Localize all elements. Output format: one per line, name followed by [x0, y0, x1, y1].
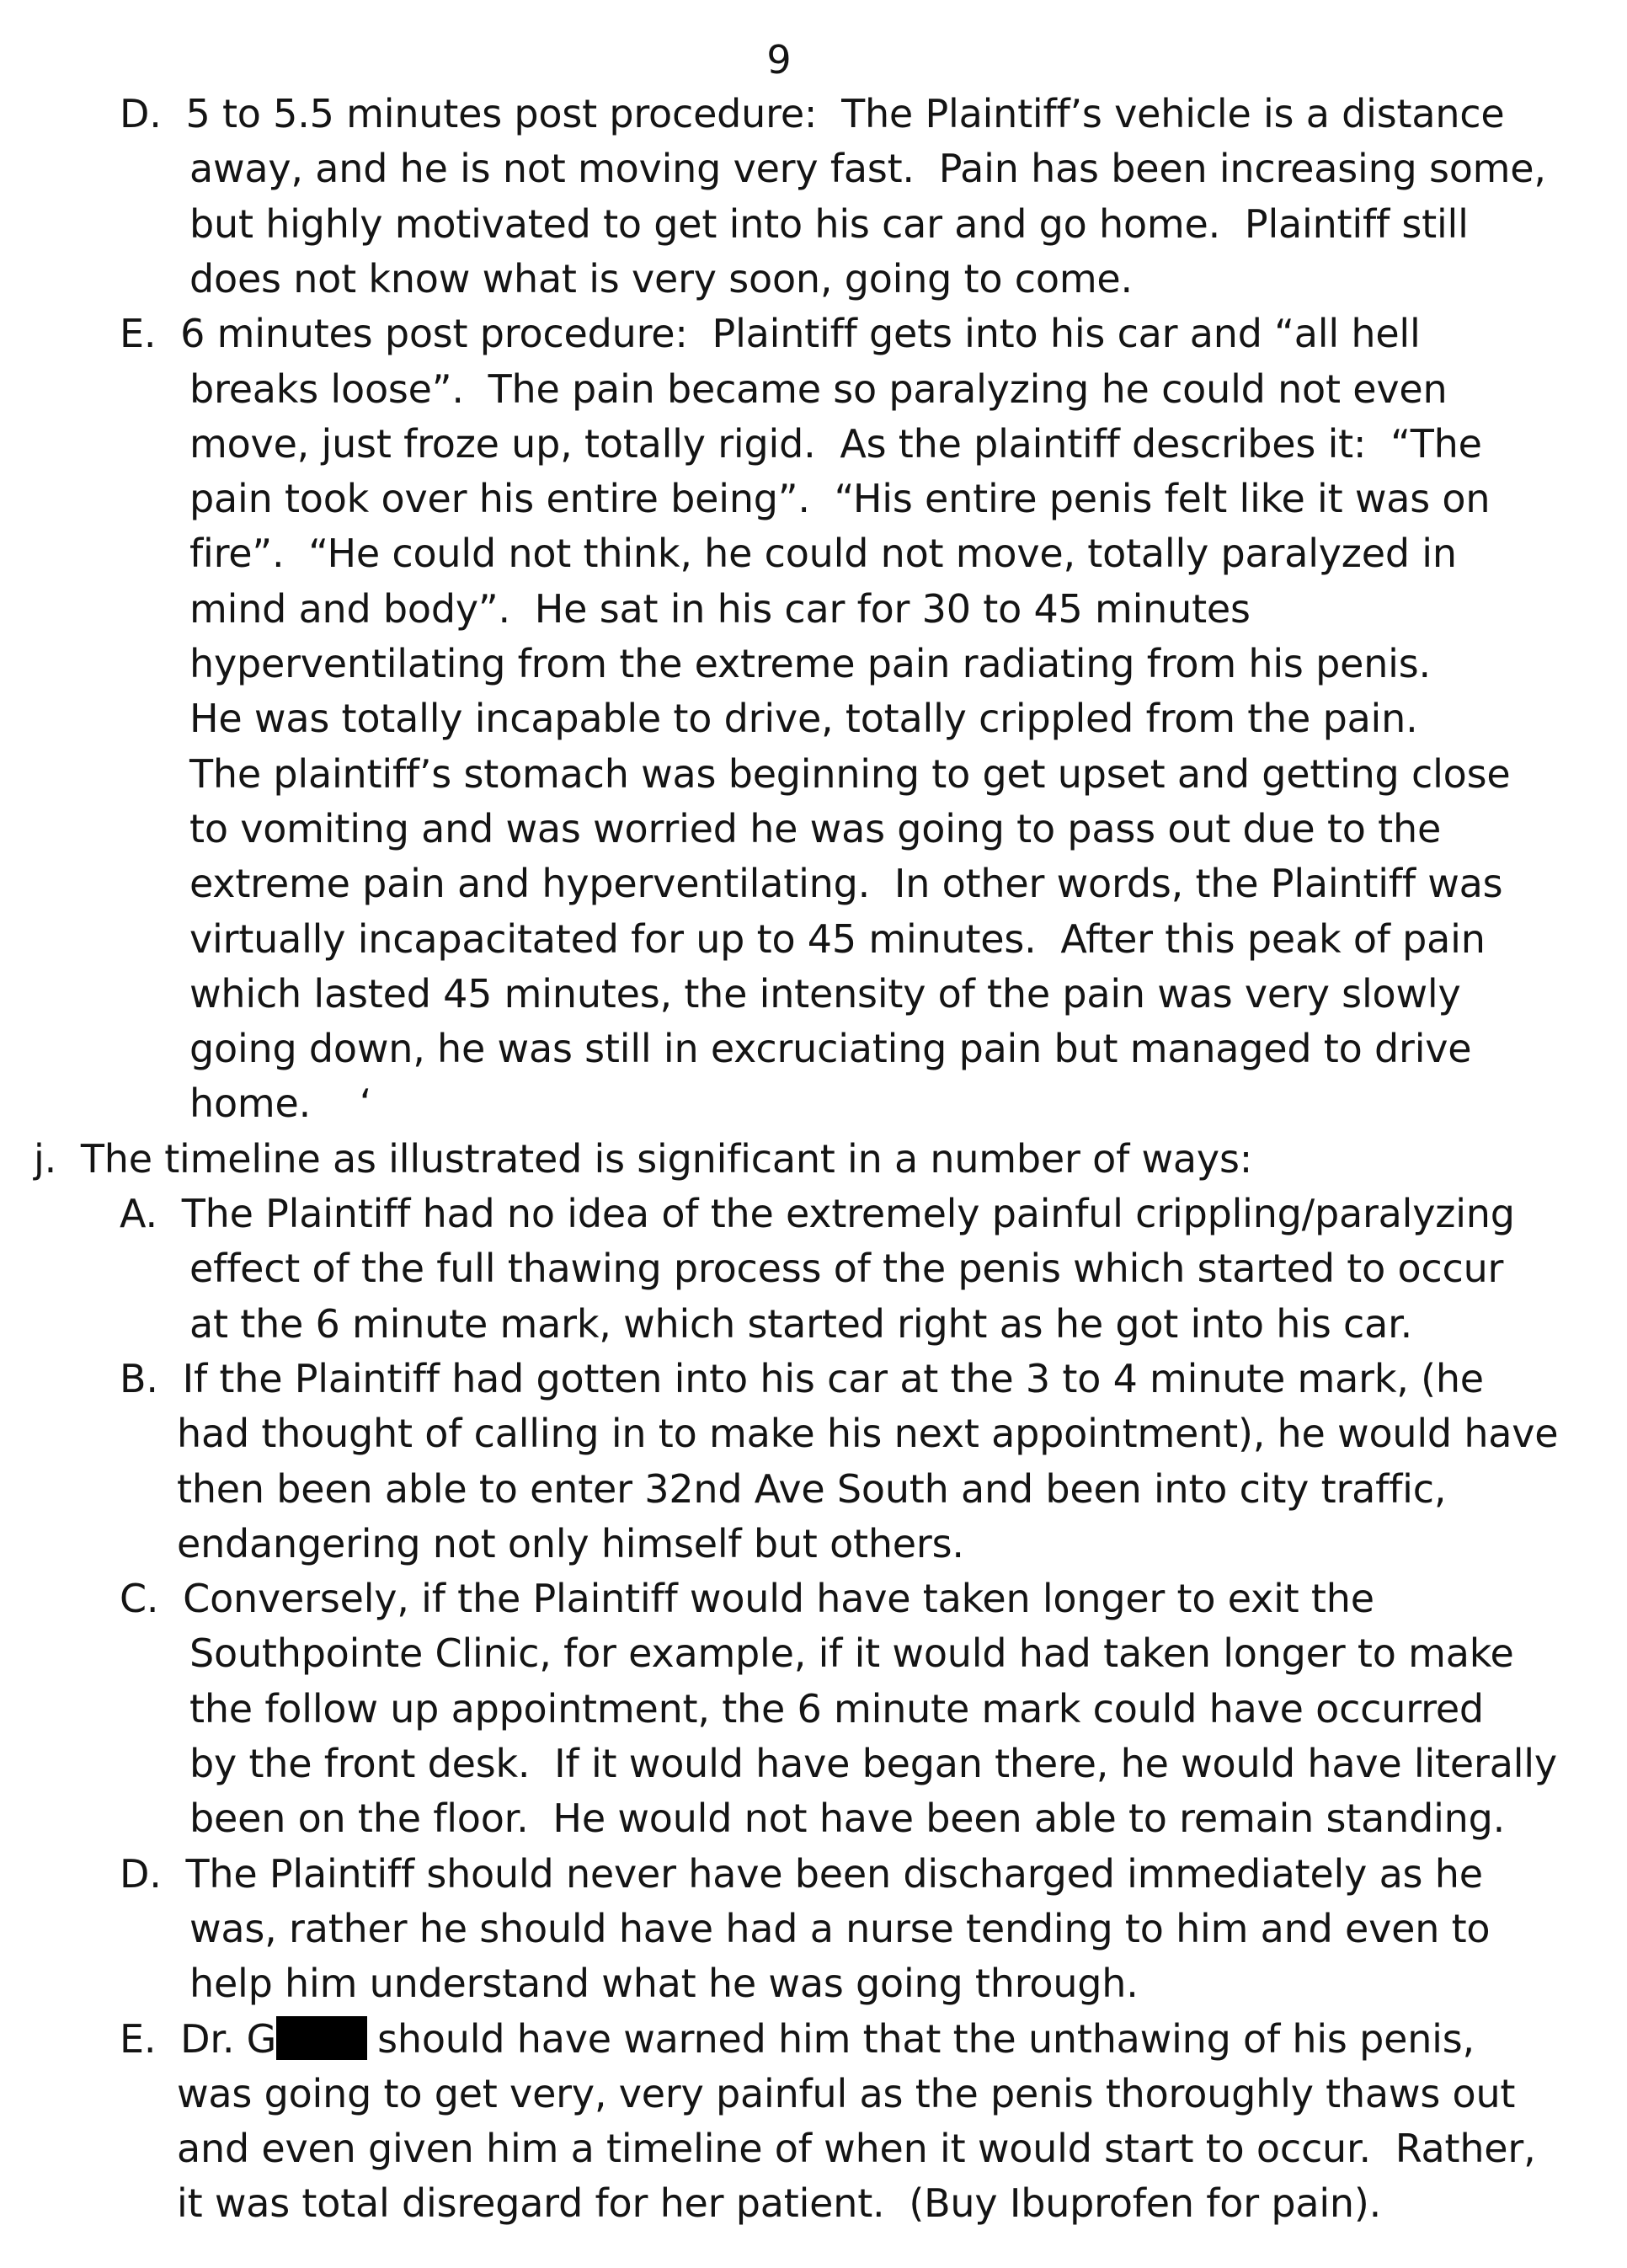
text-line: extreme pain and hyperventilating. In other words, the Plaintiff was — [189, 861, 1503, 907]
text-line: j. The timeline as illustrated is significant in a number of ways: — [34, 1135, 1253, 1182]
text-line: fire”. “He could not think, he could not move, totally paralyzed in — [189, 531, 1457, 577]
text-line: pain took over his entire being”. “His entire penis felt like it was on — [189, 476, 1491, 522]
text-segment: should have warned him that the unthawing of his penis, — [377, 2015, 1475, 2062]
text-line: it was total disregard for her patient. (Buy Ibuprofen for pain). — [177, 2180, 1382, 2227]
text-line: He was totally incapable to drive, totally crippled from the pain. — [189, 696, 1418, 742]
text-line: was, rather he should have had a nurse tending to him and even to — [189, 1905, 1491, 1951]
text-line — [120, 2011, 1475, 2067]
text-line: D. The Plaintiff should never have been discharged immediately as he — [120, 1850, 1483, 1897]
text-line: but highly motivated to get into his car and go home. Plaintiff still — [189, 200, 1469, 247]
text-line: at the 6 minute mark, which started right as he got into his car. — [189, 1300, 1412, 1347]
text-line: D. 5 to 5.5 minutes post procedure: The Plaintiff’s vehicle is a distance — [120, 91, 1505, 136]
text-line: help him understand what he was going through. — [189, 1961, 1139, 2007]
text-line: The plaintiff’s stomach was beginning to get upset and getting close — [189, 750, 1511, 797]
text-line: then been able to enter 32nd Ave South and been into city traffic, — [177, 1465, 1447, 1512]
text-line: was going to get very, very painful as the penis thoroughly thaws out — [177, 2070, 1516, 2116]
text-line: does not know what is very soon, going to come. — [189, 255, 1133, 302]
text-line: A. The Plaintiff had no idea of the extremely painful crippling/paralyzing — [120, 1191, 1515, 1236]
text-line: been on the floor. He would not have been able to remain standing. — [189, 1796, 1506, 1842]
text-line: hyperventilating from the extreme pain radiating from his penis. — [189, 641, 1431, 686]
text-line: mind and body”. He sat in his car for 30 to 45 minutes — [189, 585, 1251, 632]
text-line: effect of the full thawing process of the penis which started to occur — [189, 1246, 1504, 1292]
text-line: and even given him a timeline of when it would start to occur. Rather, — [177, 2126, 1536, 2172]
text-line: C. Conversely, if the Plaintiff would have taken longer to exit the — [120, 1576, 1374, 1622]
text-line: Southpointe Clinic, for example, if it would had taken longer to make — [189, 1630, 1514, 1677]
text-line: endangering not only himself but others. — [177, 1520, 964, 1566]
text-line: B. If the Plaintiff had gotten into his car at the 3 to 4 minute mark, (he — [120, 1355, 1484, 1401]
text-line: the follow up appointment, the 6 minute mark could have occurred — [189, 1685, 1484, 1732]
text-line: away, and he is not moving very fast. Pain has been increasing some, — [189, 146, 1546, 192]
redaction-block — [276, 2016, 367, 2060]
text-line: virtually incapacitated for up to 45 minutes. After this peak of pain — [189, 915, 1486, 962]
text-line: home. ‘ — [189, 1081, 372, 1127]
text-segment: E. Dr. G — [120, 2015, 277, 2062]
text-line: to vomiting and was worried he was going to pass out due to the — [189, 805, 1442, 851]
text-line: had thought of calling in to make his next appointment), he would have — [177, 1411, 1559, 1457]
text-line: by the front desk. If it would have began there, he would have literally — [189, 1741, 1557, 1786]
text-line: breaks loose”. The pain became so paralyzing he could not even — [189, 366, 1448, 412]
text-line: which lasted 45 minutes, the intensity of the pain was very slowly — [189, 970, 1461, 1017]
text-line: move, just froze up, totally rigid. As the plaintiff describes it: “The — [189, 420, 1482, 467]
text-line: E. 6 minutes post procedure: Plaintiff gets into his car and “all hell — [120, 311, 1421, 357]
page-number: 9 — [766, 37, 792, 83]
text-line: going down, he was still in excruciating pain but managed to drive — [189, 1026, 1472, 1072]
